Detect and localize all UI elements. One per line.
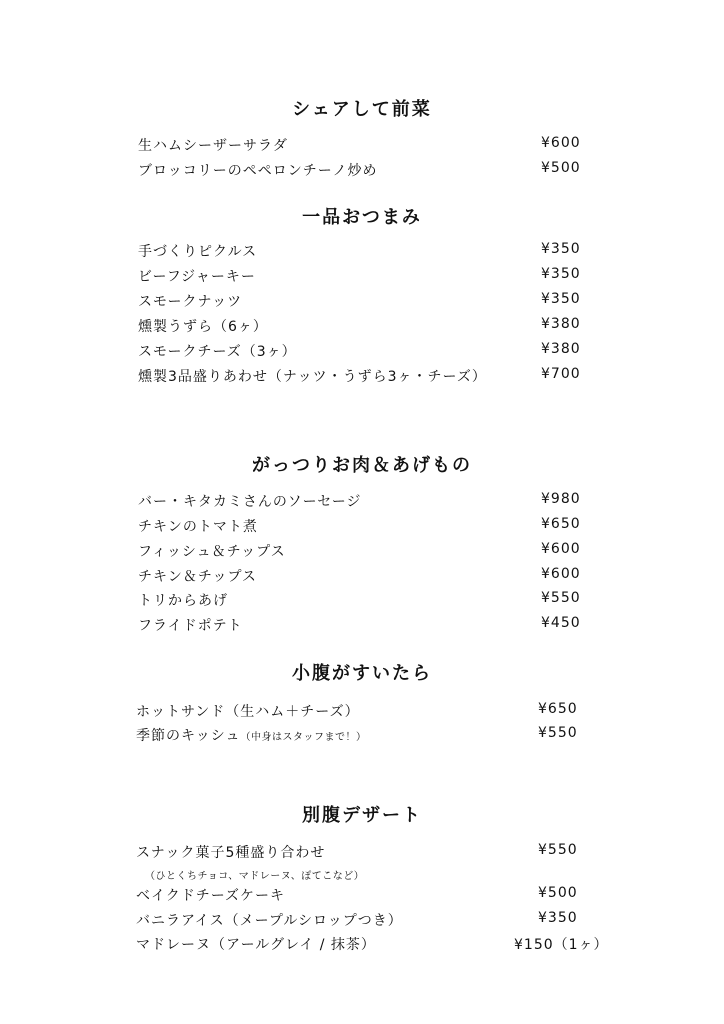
menu-item-name: 手づくりピクルス	[138, 244, 258, 260]
menu-item-row	[136, 725, 366, 745]
section-title-desserts: 別腹デザート	[302, 805, 422, 826]
menu-item-name: トリからあげ	[138, 593, 228, 609]
menu-item-price: ¥350	[538, 910, 578, 926]
section-title-snacks: 一品おつまみ	[302, 207, 422, 228]
menu-item-name: スナック菓子5種盛り合わせ	[136, 845, 326, 861]
menu-item-price: ¥600	[541, 566, 581, 582]
menu-item-price: ¥500	[541, 160, 581, 176]
menu-item-price: ¥600	[541, 135, 581, 151]
menu-item-name: ホットサンド（生ハム＋チーズ）	[136, 704, 360, 720]
menu-item-price: ¥150（1ヶ）	[514, 937, 609, 953]
section-title-mains: がっつりお肉＆あげもの	[252, 455, 472, 476]
menu-item-price: ¥500	[538, 885, 578, 901]
section-title-light-bites: 小腹がすいたら	[292, 663, 432, 684]
menu-item-price: ¥350	[541, 291, 581, 307]
menu-item-price: ¥980	[541, 491, 581, 507]
menu-item-note: （中身はスタッフまで！）	[240, 732, 367, 743]
menu-item-name: 生ハムシーザーサラダ	[138, 138, 288, 154]
menu-item-name: 季節のキッシュ	[136, 728, 241, 744]
menu-item-price: ¥550	[541, 590, 581, 606]
menu-item-name: 燻製3品盛りあわせ（ナッツ・うずら3ヶ・チーズ）	[138, 369, 487, 385]
menu-item-subnote: （ひとくちチョコ、マドレーヌ、ぽてこなど）	[145, 871, 365, 882]
menu-item-name: バー・キタカミさんのソーセージ	[138, 494, 362, 510]
menu-item-name: マドレーヌ（アールグレイ / 抹茶）	[136, 937, 376, 953]
menu-item-price: ¥450	[541, 615, 581, 631]
menu-item-price: ¥350	[541, 241, 581, 257]
menu-item-price: ¥380	[541, 341, 581, 357]
menu-item-name: スモークチーズ（3ヶ）	[138, 344, 297, 360]
menu-item-price: ¥550	[538, 842, 578, 858]
menu-item-name: 燻製うずら（6ヶ）	[138, 319, 268, 335]
menu-item-name: チキン＆チップス	[138, 569, 257, 585]
menu-item-price: ¥550	[538, 725, 578, 741]
menu-item-name: ベイクドチーズケーキ	[136, 888, 286, 904]
menu-item-name: ビーフジャーキー	[138, 269, 256, 285]
menu-item-price: ¥350	[541, 266, 581, 282]
menu-item-name: バニラアイス（メープルシロップつき）	[136, 913, 403, 929]
menu-item-name: ブロッコリーのペペロンチーノ炒め	[138, 163, 378, 179]
menu-item-price: ¥600	[541, 541, 581, 557]
section-title-appetizers: シェアして前菜	[292, 99, 432, 120]
menu-item-name: スモークナッツ	[138, 294, 243, 310]
menu-item-name: フィッシュ＆チップス	[138, 544, 286, 560]
menu-item-price: ¥650	[538, 701, 578, 717]
menu-item-price: ¥700	[541, 366, 581, 382]
menu-item-price: ¥380	[541, 316, 581, 332]
menu-item-price: ¥650	[541, 516, 581, 532]
menu-item-name: フライドポテト	[138, 618, 243, 634]
menu-item-name: チキンのトマト煮	[138, 519, 258, 535]
